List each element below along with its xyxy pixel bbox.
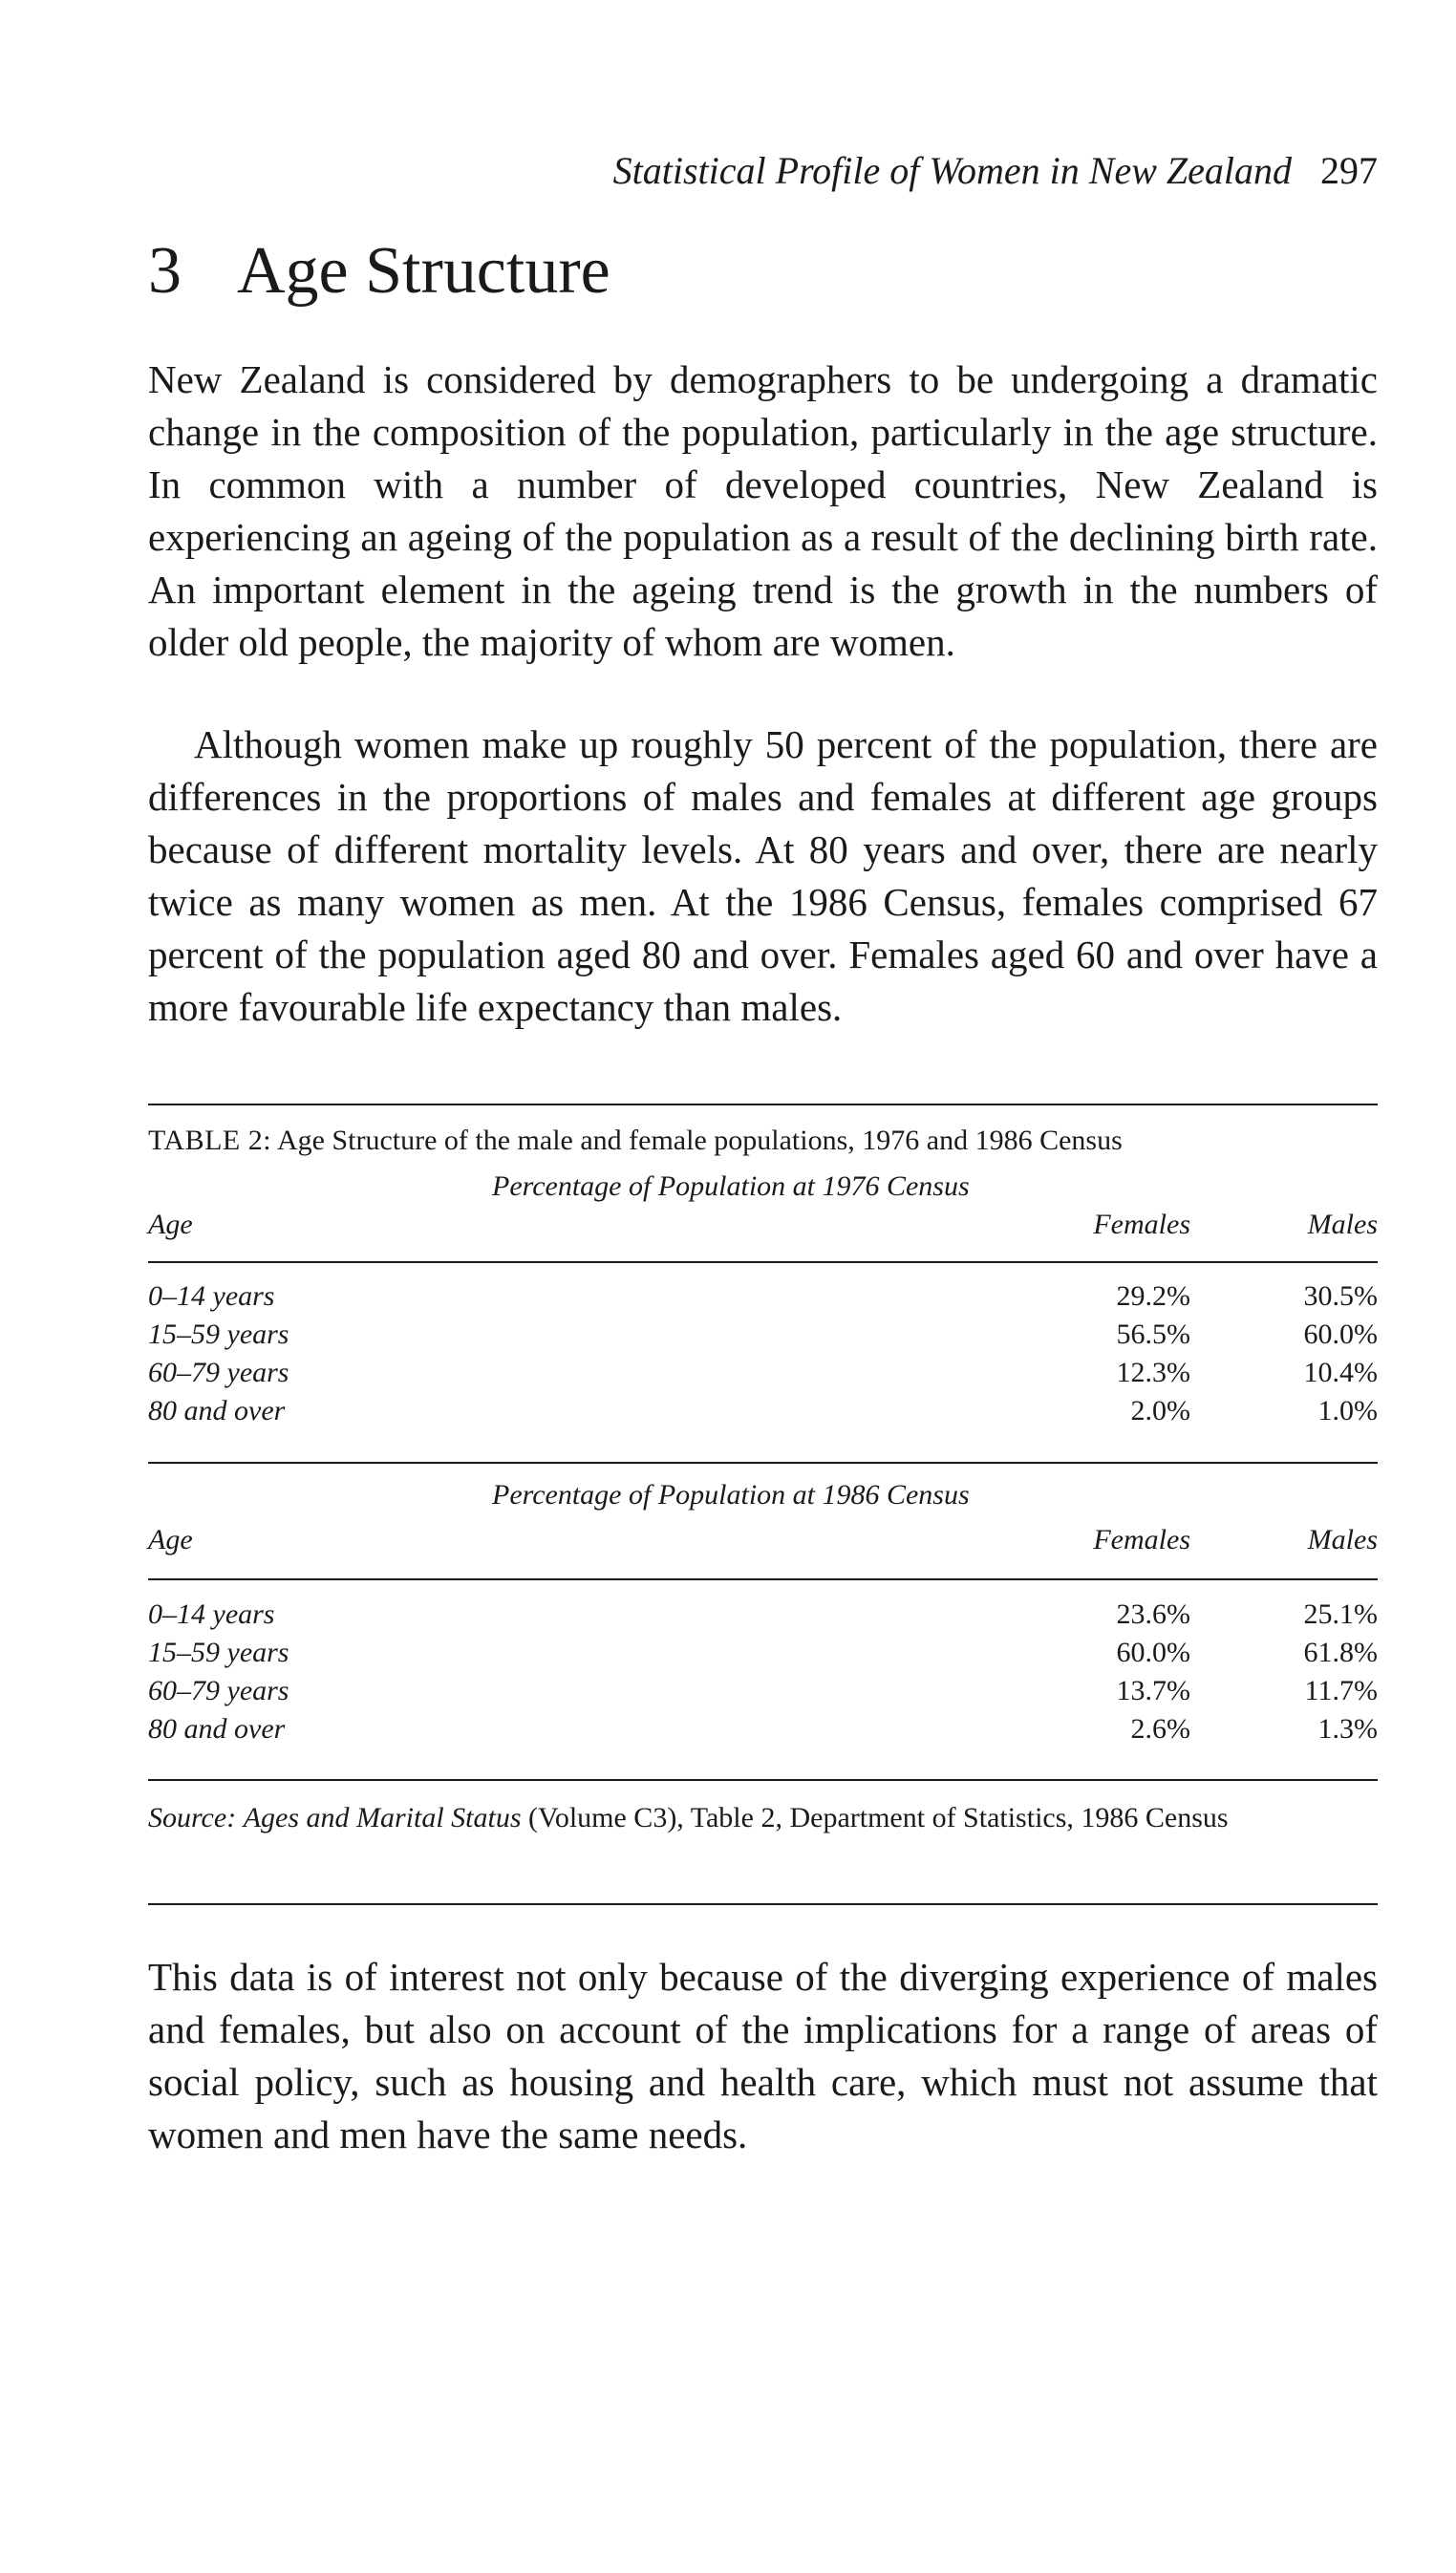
paragraph-mortality: Although women make up roughly 50 percent of the population, there are differences in the proportions of males and females at different age groups because of different mortality levels. At 80 years and over, there are nearly twice as many women as men. At the 1986 Census, females comprised 67 percent of the population aged 80 and over. Females aged 60 and over have a more favourable life expectancy than males. xyxy=(148,722,1378,1029)
row-males: 30.5% xyxy=(1303,1280,1378,1312)
paragraph-policy: This data is of interest not only because of the diverging experience of males and females, but also on account of the implications for a range of areas of social policy, such as housing and health care, which must not assume that women and men have the same needs. xyxy=(148,1955,1378,2156)
table-row xyxy=(148,1319,1378,1357)
table-bottom-rule xyxy=(148,1779,1378,1781)
table-row xyxy=(148,1357,1378,1395)
paragraph-intro: New Zealand is considered by demographers to be undergoing a dramatic change in the composition of the population, particularly in the age structure. In common with a number of developed countries, New Zealand is experiencing an ageing of the population as a result of the declining birth rate. An important element in the ageing trend is the growth in the numbers of older old people, the majority of whom are women. xyxy=(148,357,1378,664)
row-males: 1.3% xyxy=(1317,1713,1378,1745)
section-heading xyxy=(148,234,610,308)
table-row xyxy=(148,1637,1378,1675)
table-top-rule xyxy=(148,1104,1378,1105)
source-bottom-rule xyxy=(148,1903,1378,1905)
table-row xyxy=(148,1675,1378,1713)
row-males: 25.1% xyxy=(1303,1598,1378,1630)
source-details: (Volume C3), Table 2, Department of Statistics, 1986 Census xyxy=(528,1802,1229,1833)
section-number: 3 xyxy=(148,234,182,308)
source-label: Source: xyxy=(148,1802,237,1833)
row-age: 15–59 years xyxy=(148,1319,289,1350)
running-head-title: Statistical Profile of Women in New Zealand xyxy=(612,149,1292,192)
row-age: 80 and over xyxy=(148,1713,286,1745)
table-caption xyxy=(148,1125,1123,1157)
table-row xyxy=(148,1713,1378,1751)
row-females: 13.7% xyxy=(1116,1675,1190,1706)
row-females: 2.6% xyxy=(1130,1713,1190,1745)
row-age: 60–79 years xyxy=(148,1357,289,1388)
row-age: 80 and over xyxy=(148,1395,286,1426)
table-header-rule xyxy=(148,1578,1378,1580)
running-head xyxy=(613,148,1378,193)
row-females: 2.0% xyxy=(1130,1395,1190,1426)
row-age: 15–59 years xyxy=(148,1637,289,1668)
table-caption-label: TABLE 2: xyxy=(148,1125,272,1156)
column-header-age: Age xyxy=(148,1209,193,1240)
table-row xyxy=(148,1395,1378,1433)
column-header-females: Females xyxy=(1093,1524,1190,1555)
row-males: 11.7% xyxy=(1304,1675,1378,1706)
row-age: 60–79 years xyxy=(148,1675,289,1706)
row-males: 10.4% xyxy=(1303,1357,1378,1388)
row-females: 60.0% xyxy=(1116,1637,1190,1668)
row-males: 60.0% xyxy=(1303,1319,1378,1350)
column-header-males: Males xyxy=(1307,1524,1378,1555)
row-age: 0–14 years xyxy=(148,1598,275,1630)
table-row xyxy=(148,1280,1378,1319)
table-caption-text: Age Structure of the male and female populations, 1976 and 1986 Census xyxy=(276,1125,1123,1156)
table-row xyxy=(148,1598,1378,1637)
column-header-males: Males xyxy=(1307,1209,1378,1240)
column-header-females: Females xyxy=(1093,1209,1190,1240)
row-age: 0–14 years xyxy=(148,1280,275,1312)
panel-title-1976: Percentage of Population at 1976 Census xyxy=(492,1170,970,1202)
row-females: 23.6% xyxy=(1116,1598,1190,1630)
row-males: 61.8% xyxy=(1303,1637,1378,1668)
panel-divider-rule xyxy=(148,1462,1378,1464)
panel-title-1986: Percentage of Population at 1986 Census xyxy=(492,1479,970,1511)
table-header-rule xyxy=(148,1261,1378,1263)
row-females: 12.3% xyxy=(1116,1357,1190,1388)
section-title: Age Structure xyxy=(237,234,610,308)
row-females: 29.2% xyxy=(1116,1280,1190,1312)
page-number: 297 xyxy=(1320,149,1378,192)
row-females: 56.5% xyxy=(1116,1319,1190,1350)
table-source-note xyxy=(148,1799,1378,1837)
row-males: 1.0% xyxy=(1317,1395,1378,1426)
source-title: Ages and Marital Status xyxy=(243,1802,522,1833)
column-header-age: Age xyxy=(148,1524,193,1555)
